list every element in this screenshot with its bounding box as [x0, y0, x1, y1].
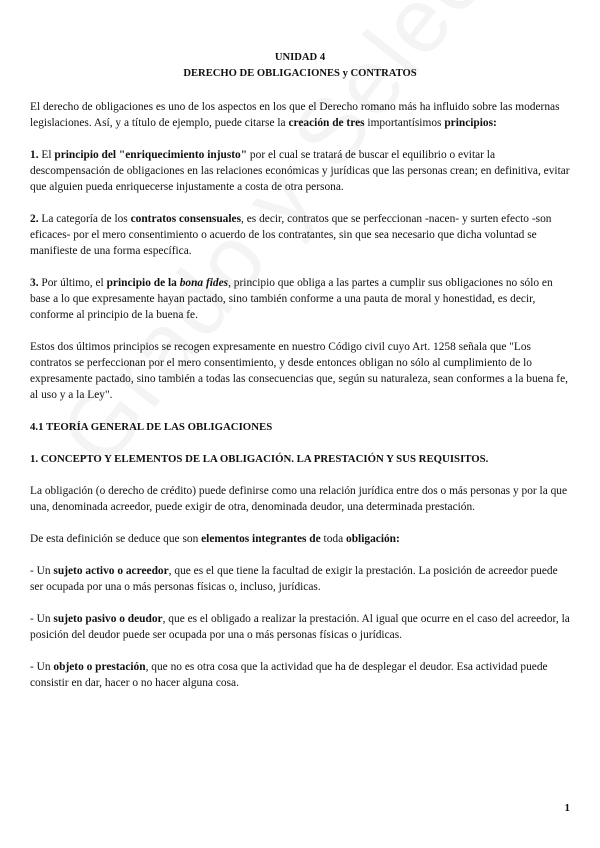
- principle-3-bold: principio de la: [106, 277, 180, 289]
- elements-intro-bold: elementos integrantes de: [201, 533, 321, 545]
- element-prestacion-text: , que no es otra cosa que la actividad que ha de desplegar el deudor. Esa actividad puede consistir en dar, hacer o no hacer alguna cosa.: [30, 661, 548, 689]
- principle-3-text: Por último, el: [38, 277, 107, 289]
- principle-1-text-2: por el cual se tratará de buscar el equilibrio o evitar la descompensación de obligaciones en las relaciones económicas y jurídicas que las personas crean; en definitiva, evitar que alguien pueda enriquecerse injustamente a costa de otra persona.: [30, 149, 570, 193]
- element-acreedor-bold: sujeto activo o acreedor: [53, 565, 169, 577]
- principle-2-text-2: , es decir, contratos que se perfeccionan -nacen- y surten efecto -son eficaces- por el mero consentimiento o acuerdo de los contratantes, sin que sea necesario que dicha voluntad se manifieste de una forma específica.: [30, 213, 552, 257]
- element-prestacion-paragraph: [30, 659, 570, 691]
- principle-3-bold-italic: bona fides: [179, 277, 229, 289]
- intro-bold-principios: principios:: [444, 117, 497, 129]
- principle-1-paragraph: [30, 147, 570, 195]
- element-acreedor-paragraph: [30, 563, 570, 595]
- intro-text-2: importantísimos: [364, 117, 445, 129]
- section-heading: 4.1 TEORÍA GENERAL DE LAS OBLIGACIONES: [30, 421, 273, 433]
- unit-number: UNIDAD 4: [274, 52, 326, 63]
- elements-intro-bold-2: obligación:: [346, 533, 400, 545]
- codigo-civil-paragraph: Estos dos últimos principios se recogen expresamente en nuestro Código civil cuyo Art. 1258 señala que "Los contratos se perfeccionan por el mero consentimiento, y desde entonces obligan no sólo al cumplimiento de lo expresamente pactado, sino también a todas las consecuencias que, según su naturaleza, sean conformes a la buena fe, al uso y a la Ley".: [30, 341, 568, 401]
- elements-intro-text: De esta definición se deduce que son: [30, 533, 202, 545]
- principle-3-paragraph: [30, 275, 570, 323]
- element-acreedor-dash: - Un: [30, 565, 54, 577]
- definition-paragraph: La obligación (o derecho de crédito) puede definirse como una relación jurídica entre dos o más personas y por la que una, denominada acreedor, puede exigir de otra, denominada deudor, una determinada prestación.: [30, 485, 568, 513]
- intro-bold-creation: creación de tres: [288, 117, 365, 129]
- principle-3-number: 3.: [30, 277, 39, 289]
- principle-2-bold: contratos consensuales: [130, 213, 242, 225]
- element-deudor-text: , que es el obligado a realizar la prestación. Al igual que ocurre en el caso del acreedor, la posición del deudor puede ser ocupada por una o más personas físicas o jurídicas.: [30, 613, 570, 641]
- page-number: 1: [564, 802, 570, 814]
- page-content: [30, 50, 570, 707]
- element-deudor-bold: sujeto pasivo o deudor: [53, 613, 163, 625]
- principle-1-bold: principio del "enriquecimiento injusto": [54, 149, 248, 161]
- intro-paragraph: [30, 99, 570, 131]
- elements-intro-paragraph: [30, 531, 570, 547]
- subsection-heading: 1. CONCEPTO Y ELEMENTOS DE LA OBLIGACIÓN. LA PRESTACIÓN Y SUS REQUISITOS.: [30, 453, 489, 465]
- principle-3-text-2: , principio que obliga a las partes a cumplir sus obligaciones no sólo en base a lo que expresamente hayan pactado, sino también conforme a una pauta de moral y honestidad, es decir, conforme al principio de la buena fe.: [30, 277, 553, 321]
- element-deudor-paragraph: [30, 611, 570, 643]
- principle-1-text: El: [38, 149, 55, 161]
- element-prestacion-dash: - Un: [30, 661, 54, 673]
- elements-intro-text-2: toda: [320, 533, 347, 545]
- principle-2-text: La categoría de los: [38, 213, 131, 225]
- principle-2-paragraph: [30, 211, 570, 259]
- element-acreedor-text: , que es el que tiene la facultad de exigir la prestación. La posición de acreedor puede ser ocupada por una o más personas físicas o, incluso, jurídicas.: [30, 565, 558, 593]
- principle-1-number: 1.: [30, 149, 39, 161]
- element-deudor-dash: - Un: [30, 613, 54, 625]
- principle-2-number: 2.: [30, 213, 39, 225]
- unit-subject: DERECHO DE OBLIGACIONES y CONTRATOS: [183, 68, 417, 79]
- unit-title: [30, 50, 570, 82]
- element-prestacion-bold: objeto o prestación: [53, 661, 146, 673]
- intro-text: El derecho de obligaciones es uno de los aspectos en los que el Derecho romano más ha influido sobre las modernas legislaciones. Así, y a título de ejemplo, puede citarse la: [30, 101, 560, 129]
